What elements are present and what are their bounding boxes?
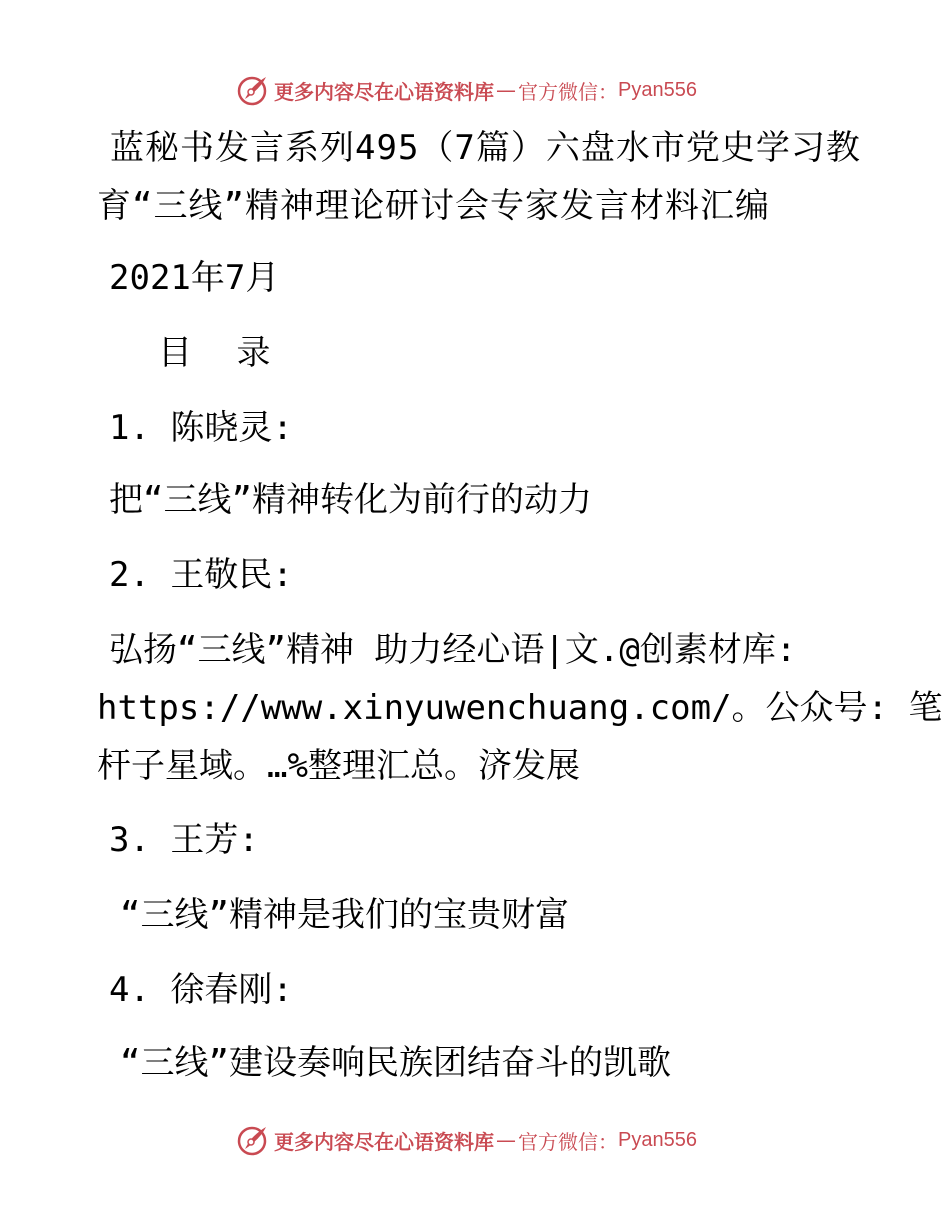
watermark-official-label: 官方微信： bbox=[518, 1129, 618, 1154]
toc-item-2-title-line-3: 杆子星域。…%整理汇总。济发展 bbox=[97, 746, 580, 786]
watermark-dash: — bbox=[496, 78, 516, 102]
watermark-header bbox=[236, 72, 697, 108]
watermark-wechat-id: Pyan556 bbox=[618, 1128, 697, 1151]
doc-date: 2021年7月 bbox=[109, 258, 280, 298]
doc-title-line-2: 育“三线”精神理论研讨会专家发言材料汇编 bbox=[97, 186, 770, 226]
watermark-official-label: 官方微信： bbox=[518, 79, 618, 104]
toc-item-4-author: 4. 徐春刚: bbox=[109, 970, 293, 1010]
watermark-main-text: 更多内容尽在心语资料库 bbox=[274, 1129, 494, 1154]
watermark-dash: — bbox=[496, 1128, 516, 1152]
feather-pen-logo-icon bbox=[236, 1123, 270, 1157]
toc-item-1-title: 把“三线”精神转化为前行的动力 bbox=[109, 480, 592, 520]
toc-item-1-author: 1. 陈晓灵: bbox=[109, 408, 293, 448]
watermark-main-text: 更多内容尽在心语资料库 bbox=[274, 79, 494, 104]
toc-item-2-author: 2. 王敬民: bbox=[109, 555, 293, 595]
toc-item-2-title-line-1: 弘扬“三线”精神 助力经心语|文.@创素材库: bbox=[109, 630, 797, 670]
doc-title-line-1: 蓝秘书发言系列495（7篇）六盘水市党史学习教 bbox=[110, 128, 861, 168]
toc-item-2-title-line-2: https://www.xinyuwenchuang.com/。公众号: 笔 bbox=[97, 688, 943, 728]
watermark-footer bbox=[236, 1122, 697, 1158]
watermark-wechat-id: Pyan556 bbox=[618, 78, 697, 101]
feather-pen-logo-icon bbox=[236, 73, 270, 107]
toc-item-3-author: 3. 王芳: bbox=[109, 820, 259, 860]
toc-item-4-title: “三线”建设奏响民族团结奋斗的凯歌 bbox=[120, 1043, 671, 1083]
toc-heading: 目 录 bbox=[158, 333, 283, 373]
toc-item-3-title: “三线”精神是我们的宝贵财富 bbox=[120, 895, 569, 935]
